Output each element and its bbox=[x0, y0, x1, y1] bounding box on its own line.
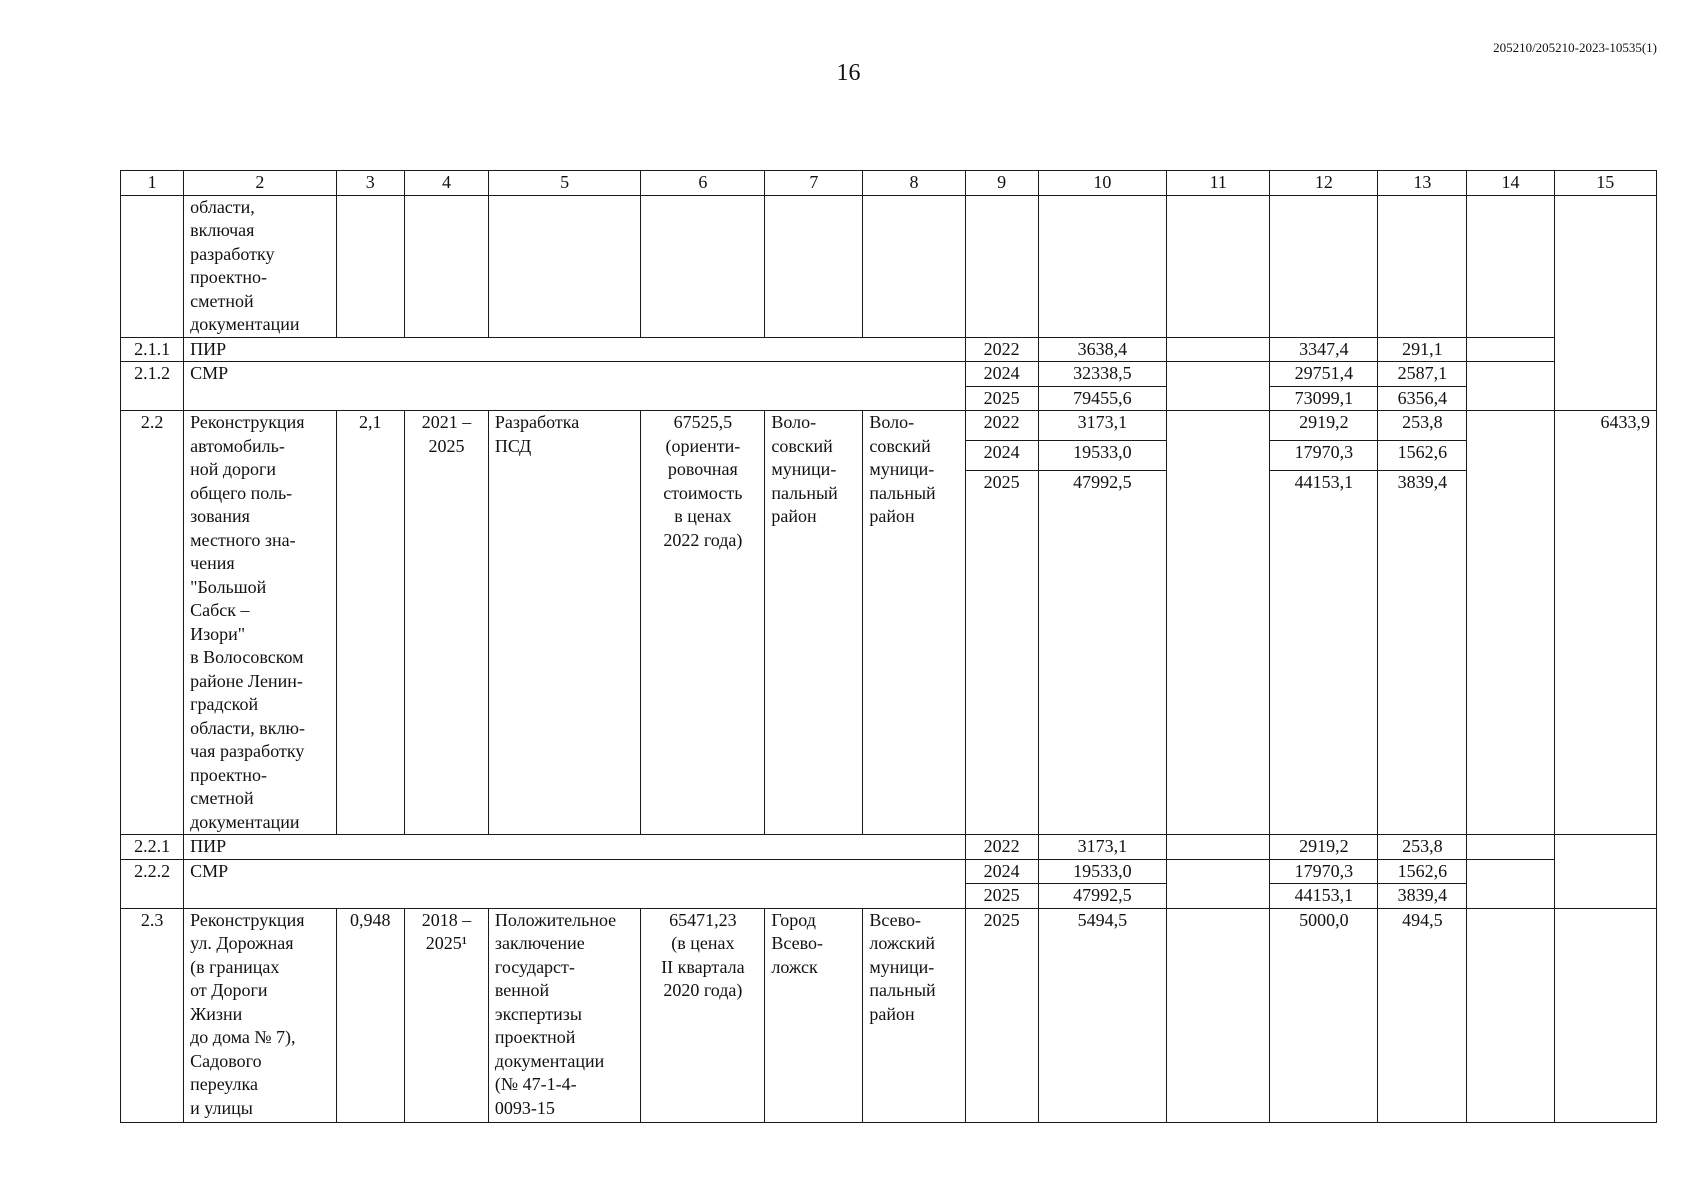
total-cell: 47992,5 bbox=[1038, 884, 1166, 909]
table-row bbox=[121, 337, 1657, 362]
amount-cell: 44153,1 bbox=[1270, 884, 1378, 909]
total-cell: 3173,1 bbox=[1038, 411, 1166, 441]
document-reference: 205210/205210-2023-10535(1) bbox=[1493, 40, 1657, 55]
program-table bbox=[120, 170, 1657, 1123]
row-number: 2.2.2 bbox=[121, 859, 184, 908]
municipality-cell: Воло- совский муници- пальный район bbox=[863, 411, 965, 835]
amount-cell: 44153,1 bbox=[1270, 471, 1378, 835]
amount-cell: 73099,1 bbox=[1270, 386, 1378, 411]
amount-cell: 494,5 bbox=[1378, 908, 1467, 1122]
year-cell: 2025 bbox=[965, 471, 1038, 835]
object-name: Реконструкция ул. Дорожная (в границах от Дороги Жизни до дома № 7), Садового переулка и улицы bbox=[184, 908, 336, 1122]
amount-cell: 17970,3 bbox=[1270, 859, 1378, 884]
total-cell: 47992,5 bbox=[1038, 471, 1166, 835]
amount-cell: 6356,4 bbox=[1378, 386, 1467, 411]
column-numbers-row bbox=[121, 171, 1657, 196]
table-row bbox=[121, 411, 1657, 441]
page-number: 16 bbox=[836, 60, 861, 86]
row-number: 2.2 bbox=[121, 411, 184, 835]
year-cell: 2024 bbox=[965, 441, 1038, 471]
amount-cell: 2587,1 bbox=[1378, 362, 1467, 387]
total-cell: 5494,5 bbox=[1038, 908, 1166, 1122]
work-type-label: ПИР bbox=[184, 337, 966, 362]
object-name: области, включая разработку проектно- сметной документации bbox=[184, 195, 336, 337]
column-number: 10 bbox=[1038, 171, 1166, 196]
column-number: 15 bbox=[1554, 171, 1656, 196]
customer-cell: Воло- совский муници- пальный район bbox=[765, 411, 863, 835]
municipality-cell: Всево- ложский муници- пальный район bbox=[863, 908, 965, 1122]
column-number: 4 bbox=[405, 171, 489, 196]
amount-cell: 291,1 bbox=[1378, 337, 1467, 362]
row-number: 2.1.2 bbox=[121, 362, 184, 411]
year-cell: 2024 bbox=[965, 362, 1038, 387]
year-cell: 2025 bbox=[965, 908, 1038, 1122]
column-number: 12 bbox=[1270, 171, 1378, 196]
column-number: 3 bbox=[336, 171, 405, 196]
amount-cell: 1562,6 bbox=[1378, 859, 1467, 884]
year-cell: 2022 bbox=[965, 337, 1038, 362]
amount-cell: 17970,3 bbox=[1270, 441, 1378, 471]
amount-cell: 253,8 bbox=[1378, 835, 1467, 860]
work-type-label: ПИР bbox=[184, 835, 966, 860]
column-number: 6 bbox=[641, 171, 765, 196]
column-number: 8 bbox=[863, 171, 965, 196]
total-cell: 32338,5 bbox=[1038, 362, 1166, 387]
column-number: 9 bbox=[965, 171, 1038, 196]
customer-cell: Город Всево- ложск bbox=[765, 908, 863, 1122]
column-number: 1 bbox=[121, 171, 184, 196]
table-row bbox=[121, 362, 1657, 387]
column-number: 13 bbox=[1378, 171, 1467, 196]
year-cell: 2022 bbox=[965, 411, 1038, 441]
table-row bbox=[121, 835, 1657, 860]
year-cell: 2025 bbox=[965, 884, 1038, 909]
column-number: 14 bbox=[1467, 171, 1554, 196]
length-cell: 2,1 bbox=[336, 411, 405, 835]
column-number: 5 bbox=[488, 171, 640, 196]
length-cell: 0,948 bbox=[336, 908, 405, 1122]
column-number: 7 bbox=[765, 171, 863, 196]
amount-cell: 3839,4 bbox=[1378, 471, 1467, 835]
table-row bbox=[121, 859, 1657, 884]
row-number: 2.1.1 bbox=[121, 337, 184, 362]
amount-cell: 2919,2 bbox=[1270, 835, 1378, 860]
amount-cell: 5000,0 bbox=[1270, 908, 1378, 1122]
amount-cell: 6433,9 bbox=[1554, 411, 1656, 835]
total-cell: 79455,6 bbox=[1038, 386, 1166, 411]
row-number: 2.2.1 bbox=[121, 835, 184, 860]
row-number: 2.3 bbox=[121, 908, 184, 1122]
amount-cell: 3839,4 bbox=[1378, 884, 1467, 909]
amount-cell: 3347,4 bbox=[1270, 337, 1378, 362]
year-cell: 2022 bbox=[965, 835, 1038, 860]
table-row bbox=[121, 195, 1657, 337]
period-cell: 2018 – 2025¹ bbox=[405, 908, 489, 1122]
total-cell: 19533,0 bbox=[1038, 441, 1166, 471]
work-type-label: СМР bbox=[184, 859, 966, 908]
year-cell: 2025 bbox=[965, 386, 1038, 411]
total-cell: 3173,1 bbox=[1038, 835, 1166, 860]
total-cell: 19533,0 bbox=[1038, 859, 1166, 884]
amount-cell: 29751,4 bbox=[1270, 362, 1378, 387]
table-row bbox=[121, 908, 1657, 1122]
column-number: 2 bbox=[184, 171, 336, 196]
amount-cell: 2919,2 bbox=[1270, 411, 1378, 441]
column-number: 11 bbox=[1167, 171, 1270, 196]
period-cell: 2021 – 2025 bbox=[405, 411, 489, 835]
cost-cell: 67525,5 (ориенти- ровочная стоимость в ценах 2022 года) bbox=[641, 411, 765, 835]
stage-cell: Разработка ПСД bbox=[488, 411, 640, 835]
total-cell: 3638,4 bbox=[1038, 337, 1166, 362]
stage-cell: Положительное заключение государст- венной экспертизы проектной документации (№ 47-1-4- 0093-15 bbox=[488, 908, 640, 1122]
amount-cell: 1562,6 bbox=[1378, 441, 1467, 471]
year-cell: 2024 bbox=[965, 859, 1038, 884]
work-type-label: СМР bbox=[184, 362, 966, 411]
object-name: Реконструкция автомобиль- ной дороги общего поль- зования местного зна- чения "Большой Сабск – Изори" в Волосовском районе Ленин- градской области, вклю- чая разработку проектно- сметной документации bbox=[184, 411, 336, 835]
cost-cell: 65471,23 (в ценах II квартала 2020 года) bbox=[641, 908, 765, 1122]
amount-cell: 253,8 bbox=[1378, 411, 1467, 441]
